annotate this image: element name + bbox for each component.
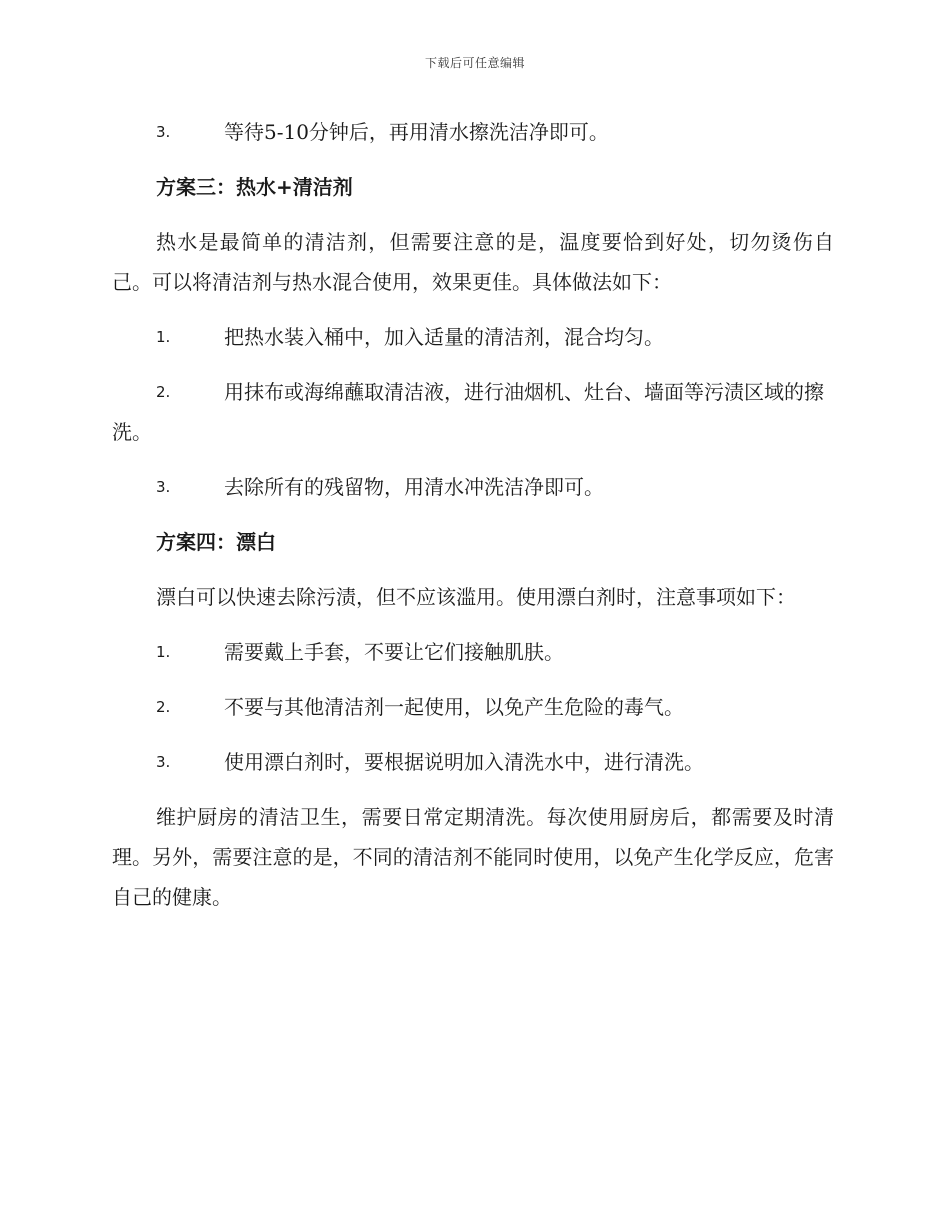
list-number: 2. — [156, 383, 171, 401]
list-number: 1. — [156, 643, 171, 661]
closing-paragraph: 维护厨房的清洁卫生，需要日常定期清洗。每次使用厨房后，都需要及时清理。另外，需要注意的是，不同的清洁剂不能同时使用，以免产生化学反应，危害自己的健康。 — [112, 805, 834, 909]
list-item — [112, 317, 834, 357]
list-item — [112, 632, 834, 672]
section-heading: 方案四：漂白 — [156, 530, 276, 554]
list-item — [112, 467, 834, 507]
list-number: 2. — [156, 698, 171, 716]
list-number: 3. — [156, 123, 171, 141]
document-body — [112, 112, 834, 932]
list-item — [112, 742, 834, 782]
list-item — [112, 372, 834, 452]
list-number: 3. — [156, 753, 171, 771]
list-text: 不要与其他清洁剂一起使用，以免产生危险的毒气。 — [224, 695, 684, 719]
paragraph: 漂白可以快速去除污渍，但不应该滥用。使用漂白剂时，注意事项如下： — [156, 585, 796, 609]
list-text: 等待5-10分钟后，再用清水擦洗洁净即可。 — [224, 120, 609, 144]
list-text: 用抹布或海绵蘸取清洁液，进行油烟机、灶台、墙面等污渍区域的擦洗。 — [112, 380, 824, 444]
list-text: 需要戴上手套，不要让它们接触肌肤。 — [224, 640, 564, 664]
list-text: 把热水装入桶中，加入适量的清洁剂，混合均匀。 — [224, 325, 664, 349]
list-text: 去除所有的残留物，用清水冲洗洁净即可。 — [224, 475, 604, 499]
list-item — [112, 112, 834, 152]
list-number: 1. — [156, 328, 171, 346]
section-heading: 方案三：热水+清洁剂 — [156, 175, 353, 199]
list-number: 3. — [156, 478, 171, 496]
list-text: 使用漂白剂时，要根据说明加入清洗水中，进行清洗。 — [224, 750, 704, 774]
list-item — [112, 687, 834, 727]
page-header: 下载后可任意编辑 — [424, 56, 525, 70]
paragraph: 热水是最简单的清洁剂，但需要注意的是，温度要恰到好处，切勿烫伤自己。可以将清洁剂与热水混合使用，效果更佳。具体做法如下： — [112, 230, 834, 294]
